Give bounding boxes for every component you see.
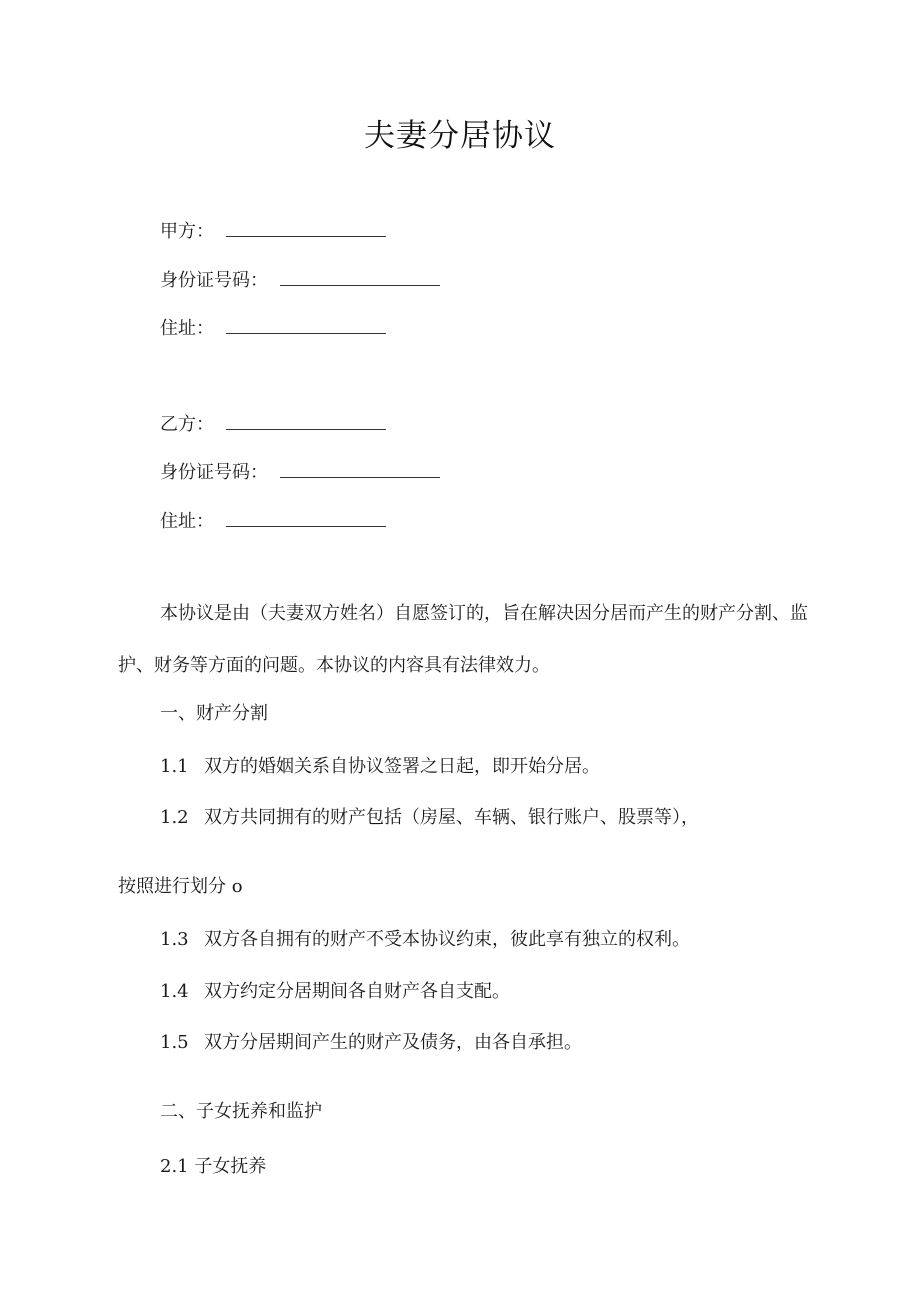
clause-number: 1.2 (160, 807, 189, 828)
party-b-line (160, 412, 386, 437)
section2-subheading: 2.1 子女抚养 (160, 1156, 267, 1177)
intro-paragraph: 本协议是由（夫妻双方姓名）自愿签订的，旨在解决因分居而产生的财产分割、监护、财务等方面的问题。本协议的内容具有法律效力。 (118, 603, 808, 676)
section2-heading: 二、子女抚养和监护 (160, 1101, 322, 1122)
party-a-blank (226, 219, 386, 237)
party-a-label: 甲方： (160, 221, 214, 242)
clause-1-5 (160, 1031, 582, 1055)
clause-1-3 (160, 928, 690, 952)
clause-text: 双方分居期间产生的财产及债务，由各自承担。 (204, 1032, 582, 1053)
party-b-label: 乙方： (160, 414, 214, 435)
party-a-address-blank (226, 316, 386, 334)
clause-1-1 (160, 755, 600, 779)
clause-number: 1.1 (160, 756, 189, 777)
clause-number: 1.5 (160, 1032, 189, 1053)
clause-text: 双方各自拥有的财产不受本协议约束，彼此享有独立的权利。 (204, 929, 690, 950)
clause-text: 双方共同拥有的财产包括（房屋、车辆、银行账户、股票等）， (204, 807, 699, 828)
party-b-id-label: 身份证号码： (160, 462, 268, 483)
document-title: 夫妻分居协议 (364, 118, 556, 154)
party-b-address-blank (226, 509, 386, 527)
party-a-address-label: 住址： (160, 318, 214, 339)
section1-heading: 一、财产分割 (160, 703, 268, 724)
clause-number: 1.3 (160, 929, 189, 950)
party-b-id-line (160, 460, 440, 485)
party-a-address-line (160, 316, 386, 341)
party-a-id-blank (280, 268, 440, 286)
party-b-address-label: 住址： (160, 511, 214, 532)
clause-1-4 (160, 980, 510, 1004)
clause-text: 双方约定分居期间各自财产各自支配。 (204, 981, 510, 1002)
clause-1-2-continuation: 按照进行划分 o (118, 876, 243, 897)
clause-number: 1.4 (160, 981, 189, 1002)
party-a-id-label: 身份证号码： (160, 270, 268, 291)
party-b-address-line (160, 509, 386, 534)
clause-text: 双方的婚姻关系自协议签署之日起，即开始分居。 (204, 756, 600, 777)
party-a-line (160, 219, 386, 244)
party-a-id-line (160, 268, 440, 293)
party-b-id-blank (280, 460, 440, 478)
clause-1-2 (160, 806, 699, 830)
party-b-blank (226, 412, 386, 430)
